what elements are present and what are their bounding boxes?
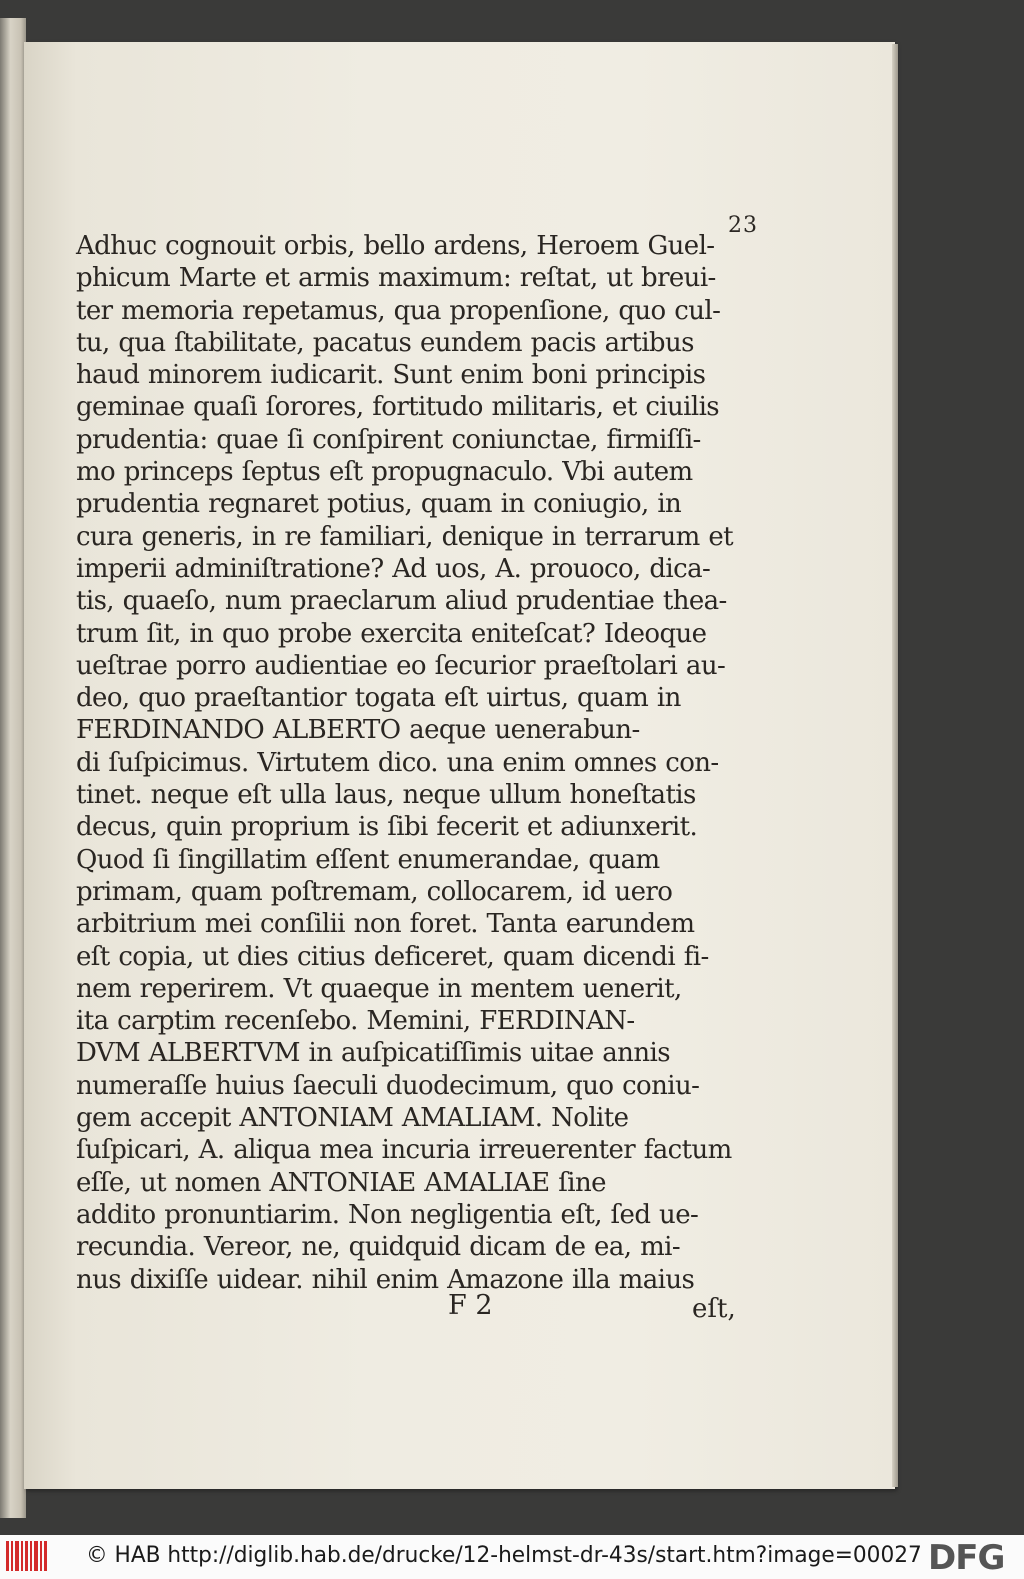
text-line: eſt copia, ut dies citius deficeret, quam dicendi fi-: [76, 941, 709, 972]
text-line: di ſuſpicimus. Virtutem dico. una enim omnes con-: [76, 747, 719, 778]
dfg-logo: DFG: [928, 1538, 1005, 1578]
footer-bar: [0, 1535, 1024, 1579]
text-line: tinet. neque eſt ulla laus, neque ullum honeſtatis: [76, 780, 696, 811]
page-number: 23: [728, 213, 758, 238]
text-line: Adhuc cognouit orbis, bello ardens, Heroem Guel-: [76, 231, 715, 261]
text-line: haud minorem iudicarit. Sunt enim boni principis: [76, 360, 706, 391]
text-line: addito pronuntiarim. Non negligentia eſt, ſed ue-: [76, 1199, 699, 1230]
text-line: arbitrium mei conſilii non foret. Tanta earundem: [76, 909, 695, 940]
text-line: tis, quaeſo, num praeclarum aliud prudentiae thea-: [76, 586, 727, 617]
text-line: deo, quo praeſtantior togata eſt uirtus, quam in: [76, 683, 681, 714]
signature-mark: F 2: [448, 1290, 493, 1321]
text-line: mo princeps ſeptus eſt propugnaculo. Vbi autem: [76, 457, 693, 488]
text-line: recundia. Vereor, ne, quidquid dicam de ea, mi-: [76, 1232, 681, 1263]
text-line: numeraſſe huius ſaeculi duodecimum, quo coniu-: [76, 1070, 700, 1101]
text-line: ita carptim recenſebo. Memini, FERDINAN-: [76, 1006, 635, 1037]
text-line: Quod ſi ſingillatim eſſent enumerandae, quam: [76, 844, 660, 875]
footer-attribution[interactable]: © HAB http://diglib.hab.de/drucke/12-helmst-dr-43s/start.htm?image=00027: [86, 1543, 922, 1568]
text-line: trum ſit, in quo probe exercita eniteſcat? Ideoque: [76, 618, 707, 649]
body-text: [76, 230, 758, 1296]
text-line: geminae quaſi ſorores, fortitudo militaris, et ciuilis: [76, 392, 720, 423]
text-line: ueſtrae porro audientiae eo ſecurior praeſtolari au-: [76, 650, 726, 681]
text-line: ſuſpicari, A. aliqua mea incuria irreuerenter factum: [76, 1135, 732, 1166]
text-line: prudentia regnaret potius, quam in coniugio, in: [76, 489, 682, 520]
text-line: nus dixiſſe uidear. nihil enim Amazone illa maius: [76, 1264, 695, 1295]
catchword: eſt,: [692, 1294, 736, 1324]
text-line: prudentia: quae ſi conſpirent coniunctae, firmiſſi-: [76, 424, 701, 455]
text-line: nem reperirem. Vt quaeque in mentem uenerit,: [76, 973, 682, 1004]
text-line: DVM ALBERTVM in auſpicatiſſimis uitae annis: [76, 1038, 670, 1069]
left-page-edge: [0, 18, 26, 1518]
text-line: tu, qua ſtabilitate, pacatus eundem pacis artibus: [76, 327, 694, 358]
text-line: decus, quin proprium is ſibi fecerit et adiunxerit.: [76, 812, 698, 843]
text-line: cura generis, in re familiari, denique in terrarum et: [76, 521, 733, 552]
text-line: gem accepit ANTONIAM AMALIAM. Nolite: [76, 1103, 629, 1134]
text-line: eſſe, ut nomen ANTONIAE AMALIAE ſine: [76, 1167, 606, 1198]
text-line: ter memoria repetamus, qua propenſione, quo cul-: [76, 295, 721, 326]
barcode-icon: [6, 1541, 48, 1571]
text-line: imperii adminiſtratione? Ad uos, A. prouoco, dica-: [76, 553, 711, 584]
text-line: primam, quam poſtremam, collocarem, id uero: [76, 876, 673, 907]
page-edge-shadow: [892, 44, 898, 1487]
text-line: FERDINANDO ALBERTO aeque uenerabun-: [76, 715, 640, 746]
text-line: phicum Marte et armis maximum: reſtat, ut breui-: [76, 263, 716, 294]
